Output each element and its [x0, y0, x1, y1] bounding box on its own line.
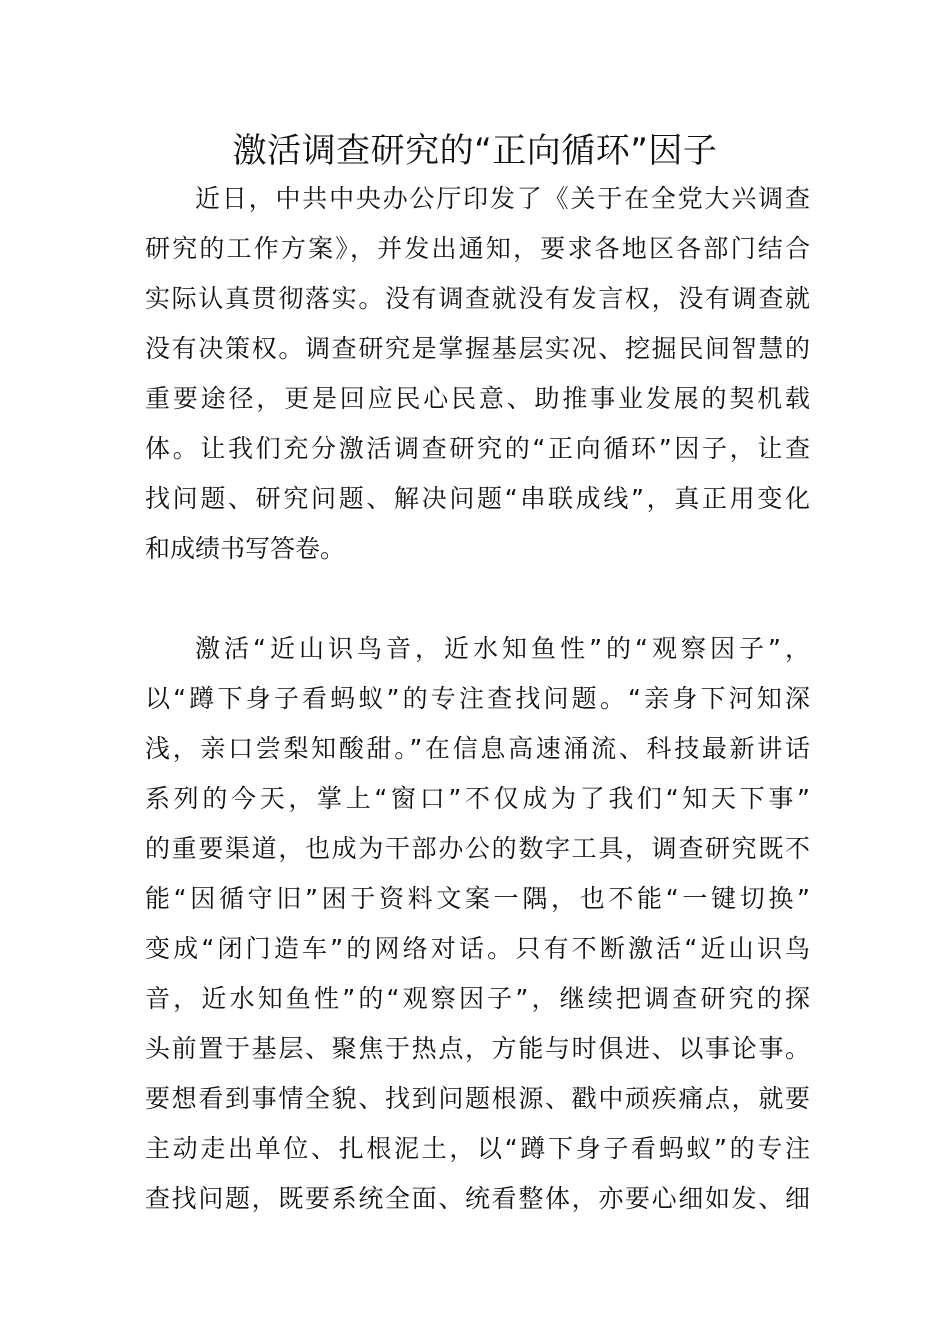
text-line: 和成绩书写答卷。	[145, 534, 346, 563]
text-line: 浅，亲口尝梨知酸甜。”在信息高速涌流、科技最新讲话	[145, 734, 810, 763]
text-line: 主动走出单位、扎根泥土，以“蹲下身子看蚂蚁”的专注	[145, 1134, 810, 1163]
text-line: 变成“闭门造车”的网络对话。只有不断激活“近山识鸟	[145, 934, 810, 963]
text-line: 找问题、研究问题、解决问题“串联成线”，真正用变化	[145, 484, 810, 513]
text-line: 的重要渠道，也成为干部办公的数字工具，调查研究既不	[145, 834, 810, 863]
text-line: 查找问题，既要系统全面、统看整体，亦要心细如发、细	[145, 1184, 810, 1213]
text-line: 要想看到事情全貌、找到问题根源、戳中顽疾痛点，就要	[145, 1084, 810, 1113]
text-line: 体。让我们充分激活调查研究的“正向循环”因子，让查	[145, 434, 810, 463]
text-line: 激活“近山识鸟音，近水知鱼性”的“观察因子”，	[195, 634, 810, 663]
document-title: 激活调查研究的“正向循环”因子	[232, 131, 718, 171]
text-line: 头前置于基层、聚焦于热点，方能与时俱进、以事论事。	[145, 1034, 810, 1063]
text-line: 以“蹲下身子看蚂蚁”的专注查找问题。“亲身下河知深	[145, 684, 810, 713]
paragraph-observation	[145, 624, 810, 1224]
text-line: 研究的工作方案》，并发出通知，要求各地区各部门结合	[145, 234, 810, 263]
paragraph-intro	[145, 174, 810, 574]
text-line: 音，近水知鱼性”的“观察因子”，继续把调查研究的探	[145, 984, 810, 1013]
text-line: 没有决策权。调查研究是掌握基层实况、挖掘民间智慧的	[145, 334, 810, 363]
text-line: 能“因循守旧”困于资料文案一隅，也不能“一键切换”	[145, 884, 810, 913]
text-line: 系列的今天，掌上“窗口”不仅成为了我们“知天下事”	[145, 784, 810, 813]
text-line: 近日，中共中央办公厅印发了《关于在全党大兴调查	[195, 184, 810, 213]
text-line: 重要途径，更是回应民心民意、助推事业发展的契机载	[145, 384, 810, 413]
text-line: 实际认真贯彻落实。没有调查就没有发言权，没有调查就	[145, 284, 810, 313]
